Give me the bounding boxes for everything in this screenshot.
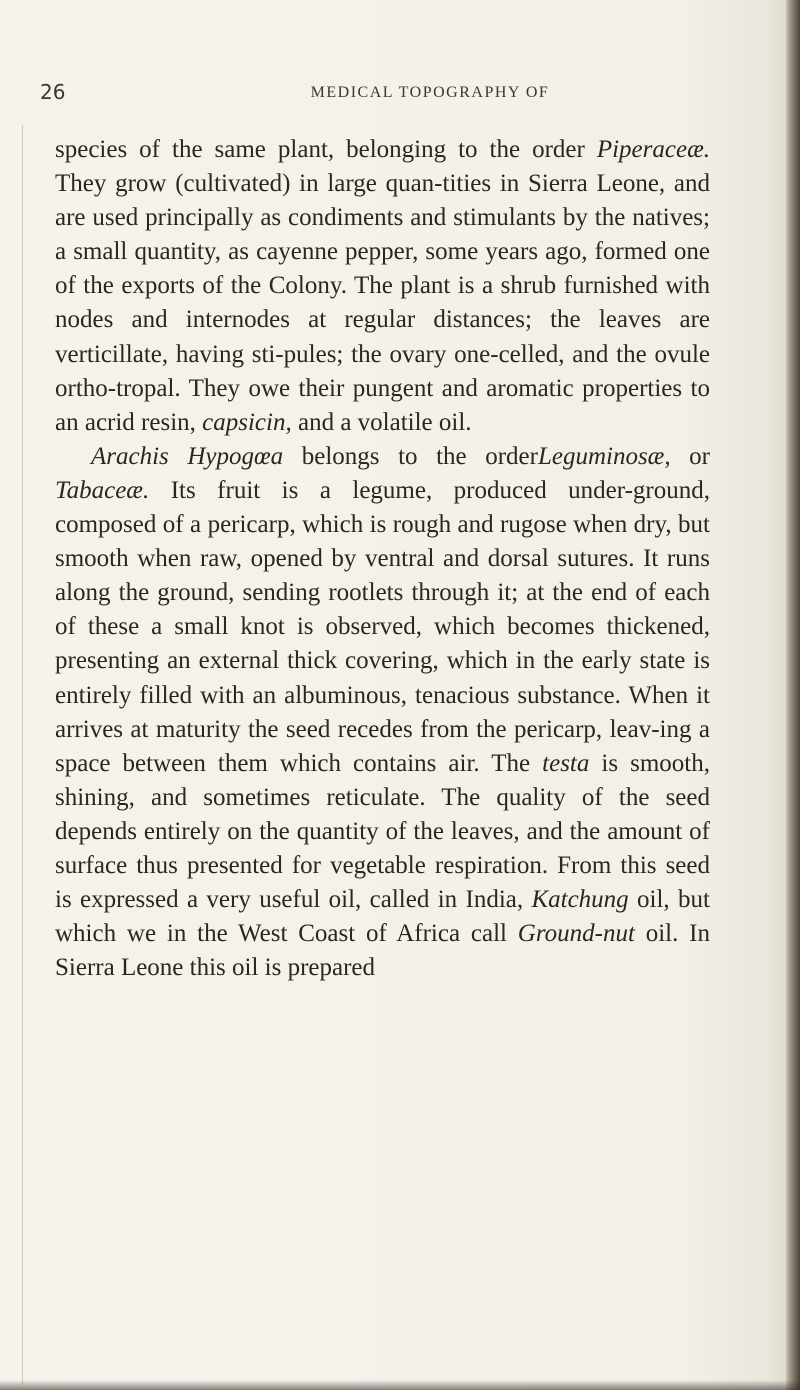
text-segment: oil, but which we in the West Coast of Africa call bbox=[55, 886, 710, 948]
italic-term: testa bbox=[542, 749, 590, 777]
text-segment: They grow (cultivated) in large quan-tities in Sierra Leone, and are used principally as condiments and stimulants by the natives; a small quantity, as cayenne pepper, some years ago, formed one of the exports of the Colony. The plant is a shrub furnished with nodes and internodes at regular distances; the leaves are verticillate, having sti-pules; the ovary one-celled, and the ovule ortho-tropal. They owe their pungent and aromatic properties to an acrid resin, bbox=[55, 170, 710, 436]
page-bottom-shadow bbox=[0, 1380, 800, 1390]
text-segment: oil. In Sierra Leone this oil is prepared bbox=[55, 920, 711, 982]
book-spine-edge bbox=[786, 0, 800, 1390]
paragraph-1 bbox=[55, 133, 710, 440]
paragraph-2 bbox=[55, 440, 710, 986]
page-header bbox=[40, 80, 740, 110]
text-segment: species of the same plant, belonging to the order bbox=[55, 136, 597, 163]
running-title: MEDICAL TOPOGRAPHY OF bbox=[310, 84, 550, 101]
text-segment: is smooth, shining, and sometimes reticulate. The quality of the seed depends entirely on the quantity of the leaves, and the amount of surface thus presented for vegetable respiration. From this seed is expressed a very useful oil, called in India, bbox=[55, 749, 711, 914]
text-segment: Its fruit is a legume, produced under-ground, composed of a pericarp, which is rough and rugose when dry, but smooth when raw, opened by ventral and dorsal sutures. It runs along the ground, sending rootlets through it; at the end of each of these a small knot is observed, which becomes thickened, presenting an external thick covering, which in the early state is entirely filled with an albuminous, tenacious substance. When it arrives at maturity the seed recedes from the pericarp, leav-ing a space between them which contains air. The bbox=[55, 476, 710, 777]
page-number: 26 bbox=[40, 80, 66, 104]
italic-term: Tabaceæ. bbox=[55, 476, 150, 504]
italic-term: Piperaceæ. bbox=[596, 136, 710, 163]
italic-term: Arachis Hypogœa bbox=[91, 442, 284, 470]
italic-term: Leguminosæ, bbox=[537, 442, 671, 470]
italic-term: Ground-nut bbox=[517, 920, 635, 948]
text-segment: belongs to the order bbox=[283, 442, 538, 470]
body-text bbox=[55, 133, 710, 985]
margin-crease bbox=[22, 125, 23, 1385]
italic-term: Katchung bbox=[531, 886, 629, 914]
text-segment: and a volatile oil. bbox=[291, 408, 472, 436]
italic-term: capsicin, bbox=[202, 408, 292, 436]
text-segment: or bbox=[670, 442, 710, 470]
